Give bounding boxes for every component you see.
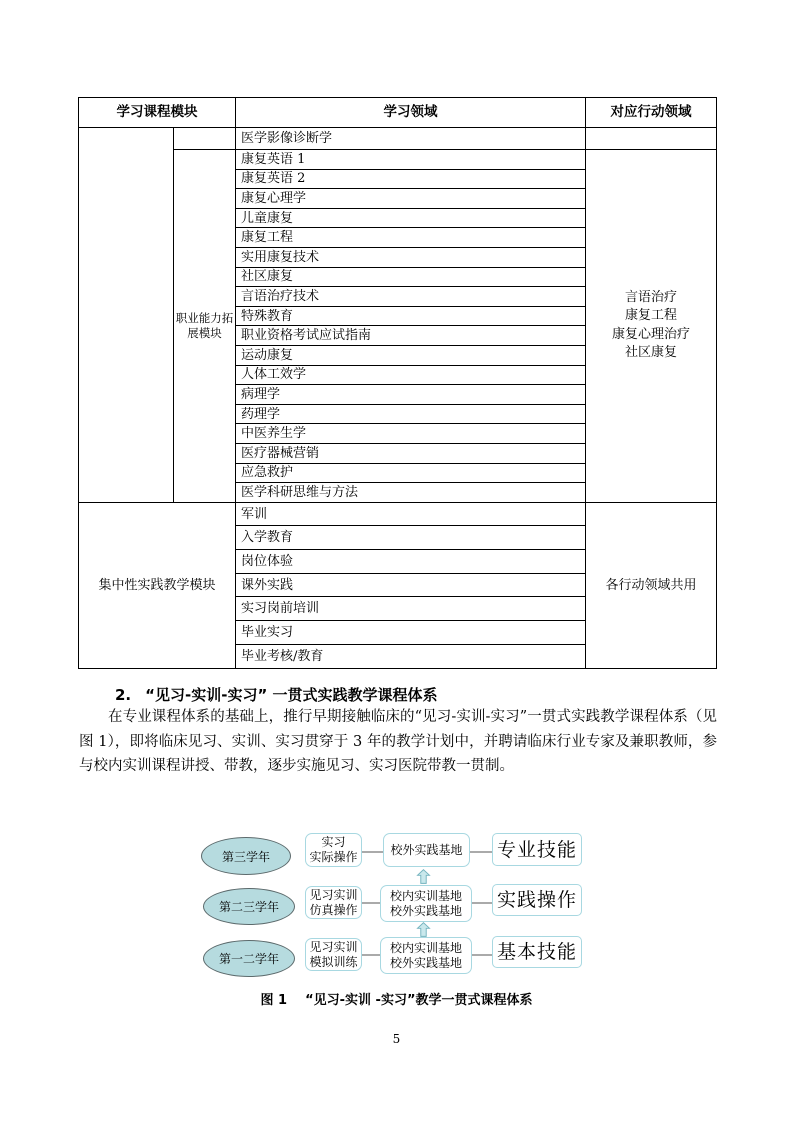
year-label: 第一二学年 xyxy=(218,952,279,966)
base-box: 校内实训基地 校外实践基地 xyxy=(380,937,472,974)
course-cell: 应急救护 xyxy=(236,463,586,483)
up-arrow-icon xyxy=(416,869,431,884)
course-cell: 医学影像诊断学 xyxy=(236,128,586,150)
section-heading xyxy=(79,684,716,705)
course-cell: 社区康复 xyxy=(236,267,586,287)
action-domains-cell xyxy=(586,150,717,503)
body-paragraph: 在专业课程体系的基础上，推行早期接触临床的“见习-实训-实习”一贯式实践教学课程体系（见图 1），即将临床见习、实训、实习贯穿于 3 年的教学计划中，并聘请临床行业专家及兼职教师，参与校内实训课程讲授、带教，逐步实施见习、实习医院带教一贯制。 xyxy=(79,709,717,774)
action-domain: 言语治疗 xyxy=(624,289,677,305)
skill-box: 基本技能 xyxy=(492,936,582,968)
course-cell: 病理学 xyxy=(236,385,586,405)
course-cell: 课外实践 xyxy=(236,573,586,597)
year-ellipse xyxy=(201,837,291,875)
course-cell: 入学教育 xyxy=(236,526,586,550)
course-cell: 康复英语 2 xyxy=(236,169,586,189)
table-row xyxy=(79,150,717,170)
course-cell: 军训 xyxy=(236,502,586,526)
course-cell: 岗位体验 xyxy=(236,550,586,574)
course-cell: 儿童康复 xyxy=(236,208,586,228)
table-row xyxy=(79,502,717,526)
connector-line xyxy=(470,851,493,853)
figure-caption-text: “见习-实训 -实习”教学一贯式课程体系 xyxy=(305,993,533,1008)
course-cell: 医学科研思维与方法 xyxy=(236,483,586,503)
base-box: 校内实训基地 校外实践基地 xyxy=(380,885,472,922)
course-cell: 职业资格考试应试指南 xyxy=(236,326,586,346)
activity-box: 见习实训 仿真操作 xyxy=(305,886,362,919)
course-cell: 实习岗前培训 xyxy=(236,597,586,621)
course-cell: 言语治疗技术 xyxy=(236,287,586,307)
figure-diagram xyxy=(0,820,793,990)
table-header-row xyxy=(79,98,717,128)
connector-line xyxy=(362,954,380,956)
course-cell: 中医养生学 xyxy=(236,424,586,444)
course-cell: 毕业考核/教育 xyxy=(236,644,586,668)
up-arrow-icon xyxy=(416,922,431,937)
base-box: 校外实践基地 xyxy=(383,833,470,867)
header-learning-field: 学习领域 xyxy=(236,98,586,128)
figure-caption-label: 图 1 xyxy=(260,993,288,1008)
empty-module-cell xyxy=(79,128,174,503)
year-label: 第二三学年 xyxy=(218,900,279,914)
course-cell: 毕业实习 xyxy=(236,621,586,645)
page-number: 5 xyxy=(392,1032,401,1046)
connector-line xyxy=(472,902,492,904)
section-title: “见习-实训-实习” 一贯式实践教学课程体系 xyxy=(145,686,438,704)
action-domain-cell: 各行动领域共用 xyxy=(586,502,717,668)
year-ellipse xyxy=(203,888,295,925)
header-action-field: 对应行动领域 xyxy=(586,98,717,128)
skill-box: 专业技能 xyxy=(492,833,582,866)
action-domain: 康复心理治疗 xyxy=(611,326,690,342)
course-cell: 实用康复技术 xyxy=(236,247,586,267)
action-domain: 社区康复 xyxy=(624,345,677,361)
course-cell: 人体工效学 xyxy=(236,365,586,385)
empty-submodule-cell xyxy=(174,128,236,150)
module-label-vocational: 职业能力拓展模块 xyxy=(174,150,236,503)
course-cell: 康复工程 xyxy=(236,228,586,248)
course-cell: 运动康复 xyxy=(236,345,586,365)
module-label-practice: 集中性实践教学模块 xyxy=(79,502,236,668)
table-row xyxy=(79,128,717,150)
action-domain: 康复工程 xyxy=(624,308,677,324)
course-cell: 康复英语 1 xyxy=(236,150,586,170)
course-cell: 医疗器械营销 xyxy=(236,443,586,463)
course-table xyxy=(78,97,717,669)
header-course-module: 学习课程模块 xyxy=(79,98,236,128)
year-label: 第三学年 xyxy=(221,849,270,864)
activity-box: 见习实训 模拟训练 xyxy=(305,938,362,971)
activity-box: 实习 实际操作 xyxy=(305,833,362,867)
skill-box: 实践操作 xyxy=(492,884,582,916)
year-ellipse xyxy=(203,940,295,977)
connector-line xyxy=(362,851,383,853)
section-number: 2. xyxy=(115,686,132,704)
course-cell: 药理学 xyxy=(236,404,586,424)
connector-line xyxy=(362,902,380,904)
course-cell: 特殊教育 xyxy=(236,306,586,326)
empty-action-cell xyxy=(586,128,717,150)
connector-line xyxy=(472,954,492,956)
figure-caption xyxy=(0,989,793,1008)
course-cell: 康复心理学 xyxy=(236,189,586,209)
